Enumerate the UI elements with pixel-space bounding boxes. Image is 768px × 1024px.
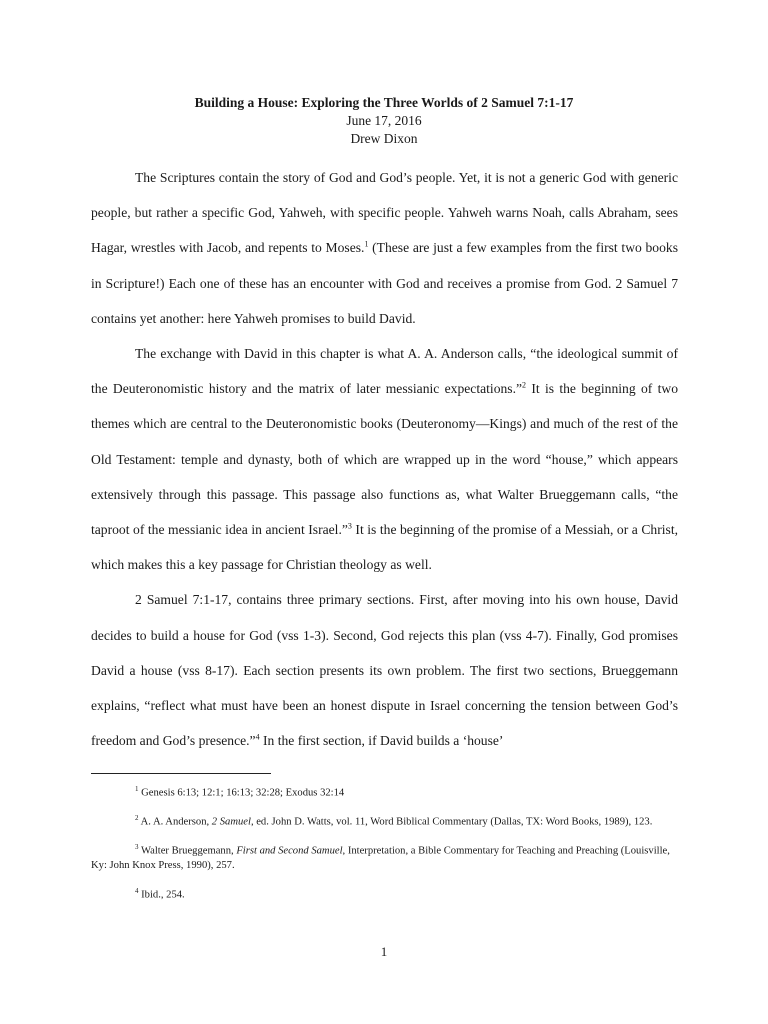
footnote-text-rest: , ed. John D. Watts, vol. 11, Word Biblical Commentary (Dallas, TX: Word Books, 1989), 123. — [250, 816, 653, 828]
body-text — [91, 160, 678, 758]
footnotes — [91, 782, 678, 913]
footnote-number: 2 — [135, 814, 139, 823]
footnote-ref-1[interactable]: 1 — [364, 239, 369, 249]
paragraph-3 — [91, 582, 678, 758]
paragraph-2-text-a: The exchange with David in this chapter is what A. A. Anderson calls, “the ideological summit of the Deuteronomistic history and the matrix of later messianic expectations.” — [91, 346, 678, 397]
footnote-text: A. A. Anderson, — [140, 816, 212, 828]
footnote-book-title: 2 Samuel — [211, 816, 251, 828]
footnote-ref-2[interactable]: 2 — [522, 380, 527, 390]
paragraph-2-text-c: It is the beginning of the promise of a Messiah, or a Christ, which makes this a key passage for Christian theology as well. — [91, 522, 678, 573]
document-title: Building a House: Exploring the Three Worlds of 2 Samuel 7:1-17 — [194, 95, 574, 110]
footnote-ref-4[interactable]: 4 — [255, 732, 260, 742]
footnote-1 — [91, 782, 678, 801]
footnote-2 — [91, 811, 678, 830]
footnote-text: Walter Brueggemann, — [140, 845, 237, 857]
footnote-text: Ibid., 254. — [141, 889, 185, 901]
footnote-ref-3[interactable]: 3 — [347, 521, 352, 531]
paragraph-1 — [91, 160, 678, 336]
footnote-number: 1 — [135, 785, 139, 793]
footnote-book-title: First and Second Samuel — [236, 845, 343, 857]
document-date: June 17, 2016 — [346, 113, 422, 128]
document-author: Drew Dixon — [350, 131, 418, 146]
footnote-number: 4 — [135, 886, 139, 895]
page-number: 1 — [380, 944, 388, 959]
footnote-4 — [91, 884, 678, 903]
footnote-text-rest: , Interpretation, a Bible Commentary for Teaching and Preaching (Louisville, Ky: John Knox Press, 1990), 257. — [91, 845, 670, 872]
paragraph-2 — [91, 336, 678, 582]
paragraph-3-text-a: 2 Samuel 7:1-17, contains three primary sections. First, after moving into his own house, David decides to build a house for God (vss 1-3). Second, God rejects this plan (vss 4-7). Finally, God promises David a house (vss 8-17). Each section presents its own problem. The first two sections, Brueggemann explains, “reflect what must have been an honest dispute in Israel concerning the tension between God’s freedom and God’s presence.” — [91, 592, 678, 749]
paragraph-3-text-b: In the first section, if David builds a ‘house’ — [259, 733, 504, 749]
footnote-text: Genesis 6:13; 12:1; 16:13; 32:28; Exodus 32:14 — [141, 787, 345, 799]
paragraph-1-text-a: The Scriptures contain the story of God and God’s people. Yet, it is not a generic God with generic people, but rather a specific God, Yahweh, with specific people. Yahweh warns Noah, calls Abraham, sees Hagar, wrestles with Jacob, and repents to Moses. — [91, 170, 678, 256]
paragraph-2-text-b: It is the beginning of two themes which are central to the Deuteronomistic books (Deuteronomy—Kings) and much of the rest of the Old Testament: temple and dynasty, both of which are wrapped up in the word “house,” which appears extensively through this passage. This passage also functions as, what Walter Brueggemann calls, “the taproot of the messianic idea in ancient Israel.” — [91, 381, 678, 538]
footnote-number: 3 — [135, 843, 139, 852]
footnote-divider — [91, 773, 271, 774]
document-header — [0, 94, 768, 148]
paragraph-1-text-b: (These are just a few examples from the first two books in Scripture!) Each one of these has an encounter with God and receives a promise from God. 2 Samuel 7 contains yet another: here Yahweh promises to build David. — [91, 240, 678, 326]
footnote-3 — [91, 840, 678, 874]
